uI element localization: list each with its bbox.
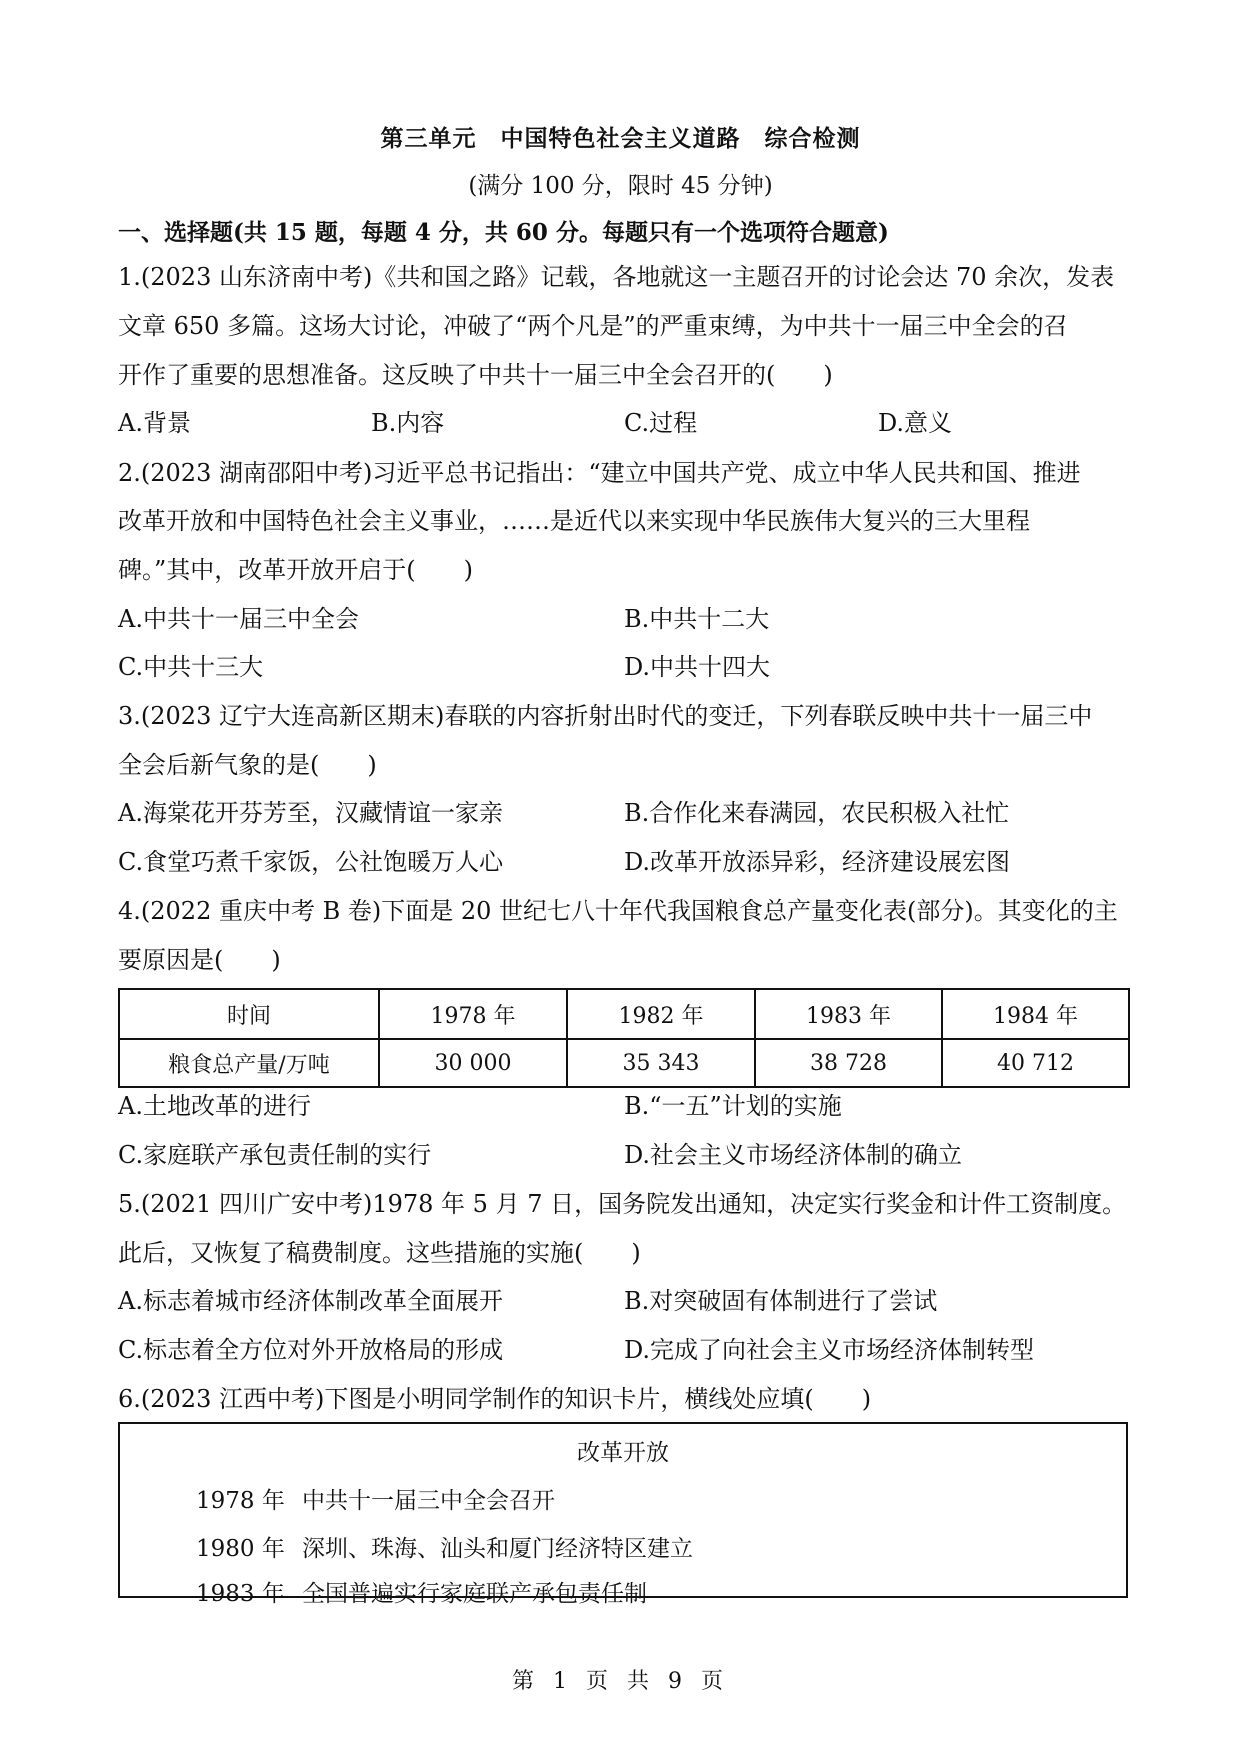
option-d: D.社会主义市场经济体制的确立 xyxy=(624,1141,963,1169)
page-title: 第三单元 中国特色社会主义道路 综合检测 xyxy=(380,125,861,152)
option-d: D.中共十四大 xyxy=(624,653,771,681)
table-cell: 1978 年 xyxy=(379,989,567,1039)
table-cell: 35 343 xyxy=(567,1039,755,1087)
table-cell: 40 712 xyxy=(942,1039,1129,1087)
table-header-row xyxy=(119,989,1129,1039)
question-line: 碑。”其中，改革开放开启于( ) xyxy=(118,556,473,584)
page-number: 第 1 页 共 9 页 xyxy=(512,1669,729,1694)
card-row xyxy=(196,1530,693,1563)
question-line: 开作了重要的思想准备。这反映了中共十一届三中全会召开的( ) xyxy=(118,361,833,389)
card-year: 1983 年 xyxy=(196,1581,285,1607)
option-a: A.中共十一届三中全会 xyxy=(118,605,359,633)
question-line: 3.(2023 辽宁大连高新区期末)春联的内容折射出时代的变迁，下列春联反映中共十一届三中 xyxy=(118,702,1093,730)
table-cell: 时间 xyxy=(119,989,379,1039)
question-line: 要原因是( ) xyxy=(118,946,281,974)
card-event: 全国普遍实行家庭联产承包责任制 xyxy=(302,1581,647,1607)
table-row xyxy=(119,1039,1129,1087)
option-a: A.海棠花开芬芳至，汉藏情谊一家亲 xyxy=(118,799,503,827)
option-a: A.土地改革的进行 xyxy=(118,1092,311,1120)
question-line: 5.(2021 四川广安中考)1978 年 5 月 7 日，国务院发出通知，决定实行奖金和计件工资制度。 xyxy=(118,1190,1127,1218)
question-line: 4.(2022 重庆中考 B 卷)下面是 20 世纪七八十年代我国粮食总产量变化表(部分)。其变化的主 xyxy=(118,897,1118,925)
option-b: B.内容 xyxy=(371,409,445,437)
option-a: A.背景 xyxy=(118,409,191,437)
card-row xyxy=(196,1482,555,1515)
option-d: D.改革开放添异彩，经济建设展宏图 xyxy=(624,848,1011,876)
card-event: 中共十一届三中全会召开 xyxy=(302,1488,555,1514)
option-c: C.食堂巧煮千家饭，公社饱暖万人心 xyxy=(118,848,504,876)
card-title: 改革开放 xyxy=(577,1440,669,1466)
option-c: C.标志着全方位对外开放格局的形成 xyxy=(118,1336,504,1364)
option-a: A.标志着城市经济体制改革全面展开 xyxy=(118,1287,503,1315)
option-c: C.家庭联产承包责任制的实行 xyxy=(118,1141,432,1169)
question-line: 2.(2023 湖南邵阳中考)习近平总书记指出：“建立中国共产党、成立中华人民共和国、推进 xyxy=(118,459,1081,487)
question-line: 全会后新气象的是( ) xyxy=(118,751,377,779)
question-line: 文章 650 多篇。这场大讨论，冲破了“两个凡是”的严重束缚，为中共十一届三中全会的召 xyxy=(118,312,1068,340)
question-line: 1.(2023 山东济南中考)《共和国之路》记载，各地就这一主题召开的讨论会达 70 余次，发表 xyxy=(118,263,1115,291)
card-year: 1978 年 xyxy=(196,1488,285,1514)
grain-output-table xyxy=(118,988,1130,1088)
table-cell: 38 728 xyxy=(755,1039,942,1087)
page-subtitle: (满分 100 分，限时 45 分钟) xyxy=(468,173,773,199)
option-c: C.中共十三大 xyxy=(118,653,264,681)
card-year: 1980 年 xyxy=(196,1536,285,1562)
option-c: C.过程 xyxy=(624,409,698,437)
table-cell: 粮食总产量/万吨 xyxy=(119,1039,379,1087)
table-cell: 1984 年 xyxy=(942,989,1129,1039)
question-line: 改革开放和中国特色社会主义事业，……是近代以来实现中华民族伟大复兴的三大里程 xyxy=(118,507,1030,535)
option-b: B.对突破固有体制进行了尝试 xyxy=(624,1287,938,1315)
table-cell: 1983 年 xyxy=(755,989,942,1039)
option-d: D.意义 xyxy=(878,409,953,437)
option-b: B.中共十二大 xyxy=(624,605,770,633)
section-heading: 一、选择题(共 15 题，每题 4 分，共 60 分。每题只有一个选项符合题意) xyxy=(118,219,889,246)
question-line: 6.(2023 江西中考)下图是小明同学制作的知识卡片，横线处应填( ) xyxy=(118,1385,872,1413)
knowledge-card xyxy=(118,1422,1128,1607)
option-b: B.合作化来春满园，农民积极入社忙 xyxy=(624,799,1010,827)
option-b: B.“一五”计划的实施 xyxy=(624,1092,842,1120)
question-line: 此后，又恢复了稿费制度。这些措施的实施( ) xyxy=(118,1239,641,1267)
card-row xyxy=(196,1575,647,1608)
card-event: 深圳、珠海、汕头和厦门经济特区建立 xyxy=(302,1536,693,1562)
table-cell: 30 000 xyxy=(379,1039,567,1087)
option-d: D.完成了向社会主义市场经济体制转型 xyxy=(624,1336,1035,1364)
table-cell: 1982 年 xyxy=(567,989,755,1039)
